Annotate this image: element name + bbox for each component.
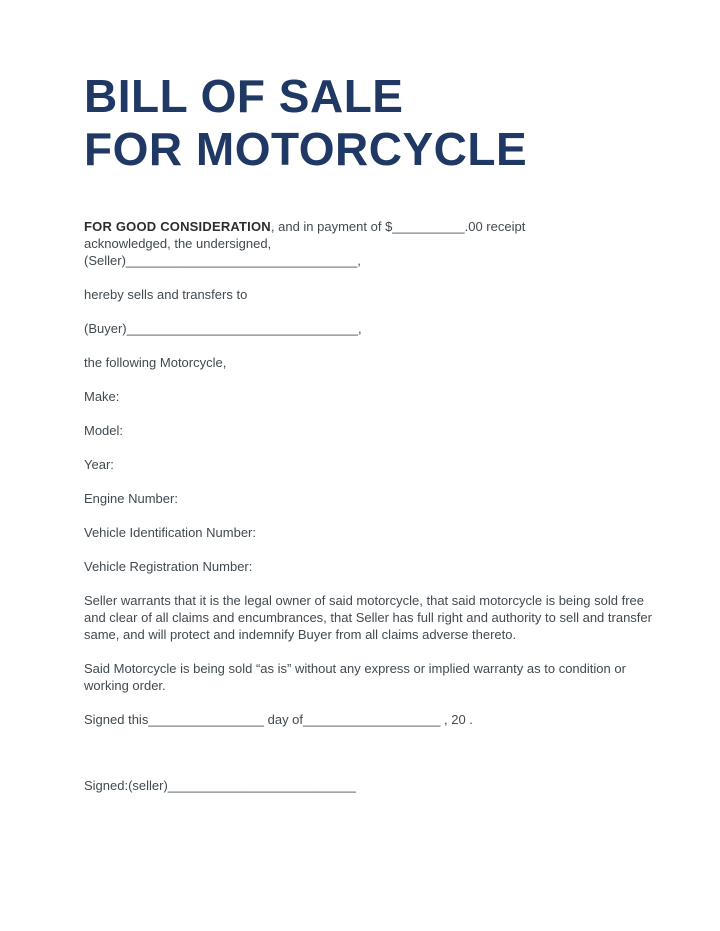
transfer-clause: hereby sells and transfers to [84,287,248,302]
field-year: Year: [84,457,114,472]
following-motorcycle-clause: the following Motorcycle, [84,355,227,370]
title-line-2: FOR MOTORCYCLE [84,123,528,175]
acknowledged-text: acknowledged, the undersigned, [84,236,272,251]
field-model: Model: [84,423,124,438]
document-title [84,70,656,176]
buyer-blank-line: (Buyer)________________________________, [84,321,362,336]
payment-amount-text: , and in payment of $__________.00 receipt [270,219,526,234]
seller-signature-line: Signed:(seller)__________________________ [84,778,356,793]
as-is-paragraph: Said Motorcycle is being sold “as is” without any express or implied warranty as to condition or working order. [84,661,626,693]
seller-blank-line: (Seller)________________________________, [84,253,361,268]
consideration-bold-text: FOR GOOD CONSIDERATION [84,219,271,234]
field-vin: Vehicle Identification Number: [84,525,256,540]
field-make: Make: [84,389,120,404]
field-engine-number: Engine Number: [84,491,178,506]
signed-date-line: Signed this________________ day of___________________ , 20 . [84,712,473,727]
title-line-1: BILL OF SALE [84,70,404,122]
consideration-paragraph [84,218,656,269]
warranty-paragraph: Seller warrants that it is the legal owner of said motorcycle, that said motorcycle is being sold free and clear of all claims and encumbrances, that Seller has full right and authority to sell and transfer same, and will protect and indemnify Buyer from all claims adverse thereto. [84,593,652,642]
field-registration-number: Vehicle Registration Number: [84,559,253,574]
